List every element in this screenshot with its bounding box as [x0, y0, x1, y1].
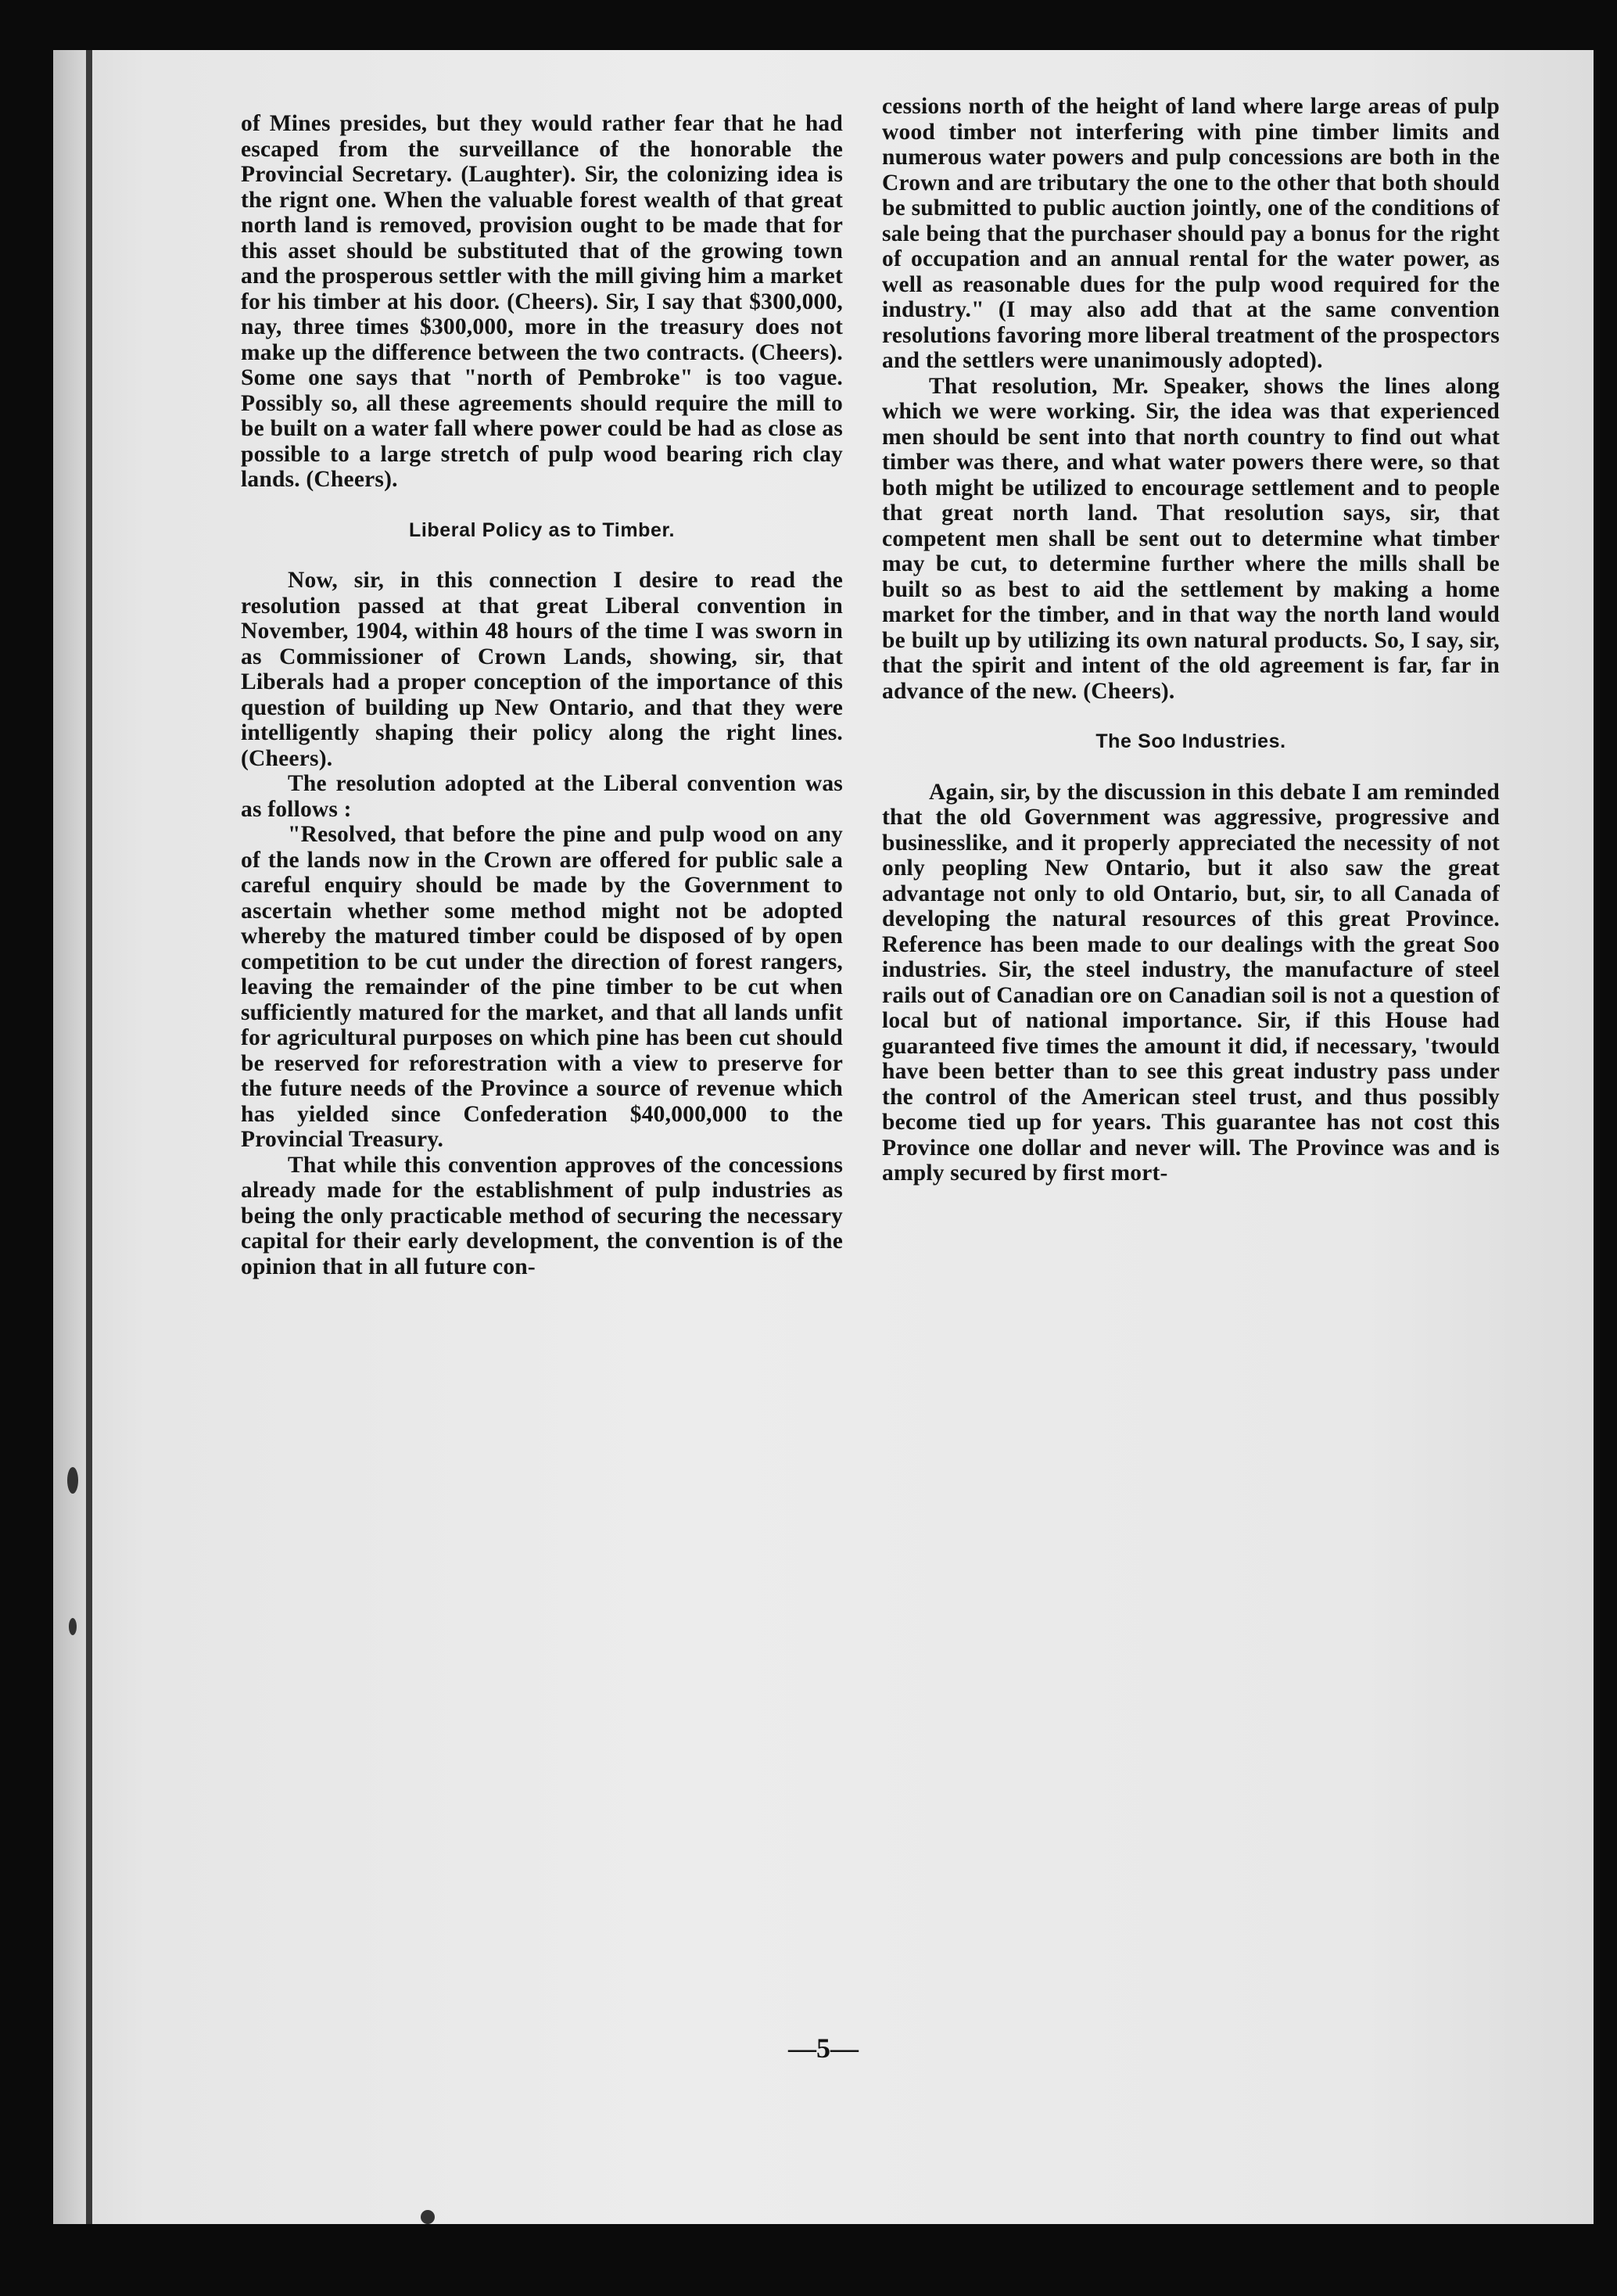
right-column	[882, 94, 1500, 1186]
document-page	[53, 50, 1594, 2224]
left-paragraph-2: Now, sir, in this connection I desire to read the resolution passed at that great Liberal convention in November, 1904, within 48 hours of the time I was sworn in as Commissioner of Crown Lands, showing, sir, that Liberals had a proper conception of the importance of this question of building up New Ontario, and that they were intelligently shaping their policy along the right lines. (Cheers).	[241, 568, 843, 771]
section-heading-soo-industries: The Soo Industries.	[1095, 730, 1286, 752]
page-number: —5—	[788, 2032, 859, 2064]
binding-shadow	[53, 50, 86, 2224]
right-paragraph-3: Again, sir, by the discussion in this debate I am reminded that the old Government was aggressive, progressive and businesslike, and it properly appreciated the necessity of not only peopling New Ontario, but it also saw the great advantage not only to old Ontario, but, sir, to all Canada of developing the natural resources of this great Province. Reference has been made to our dealings with the great Soo industries. Sir, the steel industry, the manufacture of steel rails out of Canadian ore on Canadian soil is not a question of local but of national importance. Sir, if this House had guaranteed five times the amount it did, if necessary, 'twould have been better than to see this great industry pass under the control of the American steel trust, and thus possibly become tied up for years. This guarantee has not cost this Province one dollar and never will. The Province was and is amply secured by first mort-	[882, 779, 1500, 1186]
binding-stitch-mark	[67, 1467, 78, 1494]
right-paragraph-1: cessions north of the height of land where large areas of pulp wood timber not interfering with pine timber limits and numerous water powers and pulp concessions are both in the Crown and are tributary the one to the other that both should be submitted to public auction jointly, one of the conditions of sale being that the purchaser should pay a bonus for the right of occupation and an annual rental for the water power, as well as reasonable dues for the pulp wood required for the industry." (I may also add that at the same convention resolutions favoring more liberal treatment of the prospectors and the settlers were unanimously adopted).	[882, 94, 1500, 373]
left-paragraph-1: of Mines presides, but they would rather fear that he had escaped from the surveillance of the honorable the Provincial Secretary. (Laughter). Sir, the colonizing idea is the rignt one. When the valuable forest wealth of that great north land is removed, provision ought to be made that for this asset should be substituted that of the growing town and the prosperous settler with the mill giving him a market for his timber at his door. (Cheers). Sir, I say that $300,000, nay, three times $300,000, more in the treasury does not make up the difference between the two contracts. (Cheers). Some one says that "north of Pembroke" is too vague. Possibly so, all these agreements should require the mill to be built on a water fall where power could be had as close as possible to a large stretch of pulp wood bearing rich clay lands. (Cheers).	[241, 111, 843, 492]
binding-stitch-mark	[69, 1618, 77, 1635]
left-paragraph-4: "Resolved, that before the pine and pulp wood on any of the lands now in the Crown are offered for public sale a careful enquiry should be made by the Government to ascertain whether some method might not be adopted whereby the matured timber could be disposed of by open competition to be cut under the direction of forest rangers, leaving the remainder of the pine timber to be cut when sufficiently matured for the market, and that all lands unfit for agricultural purposes on which pine has been cut should be reserved for reforestration with a view to preserve for the future needs of the Province a source of revenue which has yielded since Confederation $40,000,000 to the Provincial Treasury.	[241, 822, 843, 1152]
binding-line	[86, 50, 92, 2224]
left-paragraph-5: That while this convention approves of the concessions already made for the establishment of pulp industries as being the only practicable method of securing the necessary capital for their early development, the convention is of the opinion that in all future con-	[241, 1152, 843, 1279]
right-paragraph-2: That resolution, Mr. Speaker, shows the lines along which we were working. Sir, the idea was that experienced men should be sent into that north country to find out what timber was there, and what water powers there were, so that both might be utilized to encourage settlement and to people that great north land. That resolution says, sir, that competent men shall be sent out to determine what timber may be cut, to determine further where the mills shall be built so as best to aid the settlement by making a home market for the timber, and in that way the north land would be built up by utilizing its own natural products. So, I say, sir, that the spirit and intent of the old agreement is far, far in advance of the new. (Cheers).	[882, 373, 1500, 704]
left-column	[241, 111, 843, 1279]
ink-smudge	[421, 2210, 435, 2224]
section-heading-liberal-policy: Liberal Policy as to Timber.	[408, 518, 676, 541]
left-paragraph-3: The resolution adopted at the Liberal convention was as follows :	[241, 771, 843, 822]
